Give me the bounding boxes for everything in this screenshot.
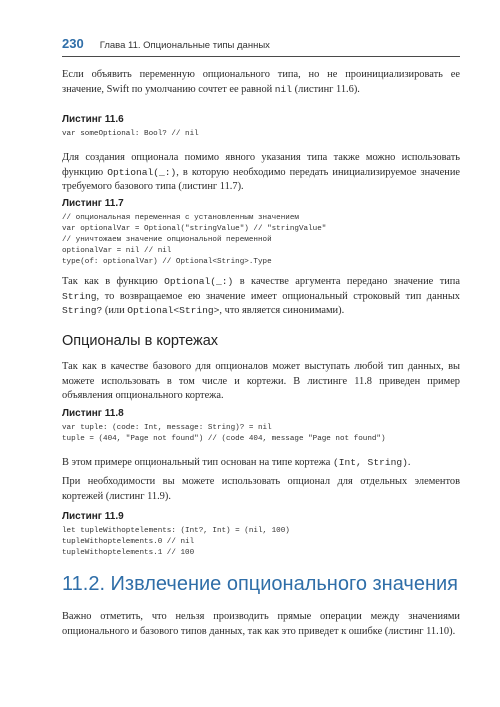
- inline-code: Optional(_:): [107, 166, 177, 178]
- inline-code: (Int, String): [333, 457, 408, 468]
- paragraph-optional-function: [62, 151, 460, 195]
- page-number: 230: [62, 36, 84, 51]
- listing-label: Листинг 11.9: [62, 511, 124, 522]
- inline-code: String: [62, 290, 97, 302]
- running-header: [62, 36, 460, 54]
- text: При необходимости вы можете использовать опционал для отдельных элементов кортежей (листинг 11.9).: [62, 476, 460, 502]
- text: (листинг 11.6).: [292, 83, 360, 95]
- text: В этом примере опциональный тип основан на типе кортежа: [62, 457, 334, 468]
- paragraph-return-type: [62, 275, 460, 319]
- code-listing: let tupleWithoptelements: (Int?, Int) = (nil, 100) tupleWithoptelements.0 // nil tupleWithoptelements.1 // 100: [62, 527, 290, 557]
- listing-label: Листинг 11.7: [62, 198, 124, 209]
- subsection-heading: Опционалы в кортежах: [62, 333, 219, 349]
- section-heading: 11.2. Извлечение опционального значения: [62, 573, 458, 595]
- paragraph-unwrapping: [62, 610, 460, 639]
- header-divider: [62, 56, 460, 57]
- text: , то возвращаемое ею значение имеет опциональный строковый тип данных: [96, 290, 460, 302]
- text: Если объявить переменную опционального типа, но не проинициализировать ее значение, Swift по умолчанию сочтет ее равной: [62, 69, 460, 95]
- paragraph-tuple-example: [62, 456, 460, 471]
- text: в качестве аргумента передано значение типа: [233, 276, 460, 287]
- text: Важно отметить, что нельзя производить прямые операции между значениями опционального и базового типов данных, так как это приведет к ошибке (листинг 11.10).: [62, 611, 460, 637]
- listing-label: Листинг 11.8: [62, 408, 124, 419]
- inline-code: Optional<String>: [127, 305, 220, 316]
- text: Так как в качестве базового для опционалов может выступать любой тип данных, вы можете использовать в том числе и кортежи. В листинге 11.8 приведен пример объявления опционального кортежа.: [62, 361, 460, 401]
- paragraph-uninitialized-optional: [62, 68, 460, 97]
- listing-label: Листинг 11.6: [62, 114, 124, 125]
- text: .: [407, 457, 411, 468]
- chapter-title: Глава 11. Опциональные типы данных: [99, 40, 270, 51]
- paragraph-tuple-elements: [62, 475, 460, 504]
- text: Для создания опционала помимо явного указания типа также можно использовать функцию: [62, 152, 460, 178]
- inline-code: String?: [62, 305, 103, 316]
- paragraph-optional-tuples: [62, 360, 460, 404]
- text: , что является синонимами).: [219, 305, 345, 316]
- inline-code: nil: [274, 83, 293, 95]
- code-listing: var tuple: (code: Int, message: String)? = nil tuple = (404, "Page not found") // (code 404, message "Page not found"): [62, 424, 386, 443]
- inline-code: Optional(_:): [164, 276, 234, 287]
- text: , в которую необходимо передать инициализируемое значение требуемого базового типа (листинг 11.7).: [62, 166, 460, 192]
- text: Так как в функцию: [62, 276, 165, 287]
- text: (или: [102, 305, 128, 316]
- code-listing: var someOptional: Bool? // nil: [62, 130, 199, 138]
- code-listing: // опциональная переменная с установленным значением var optionalVar = Optional("stringValue") // "stringValue" // уничтожаем значение опциональной переменной optionalVar = nil // nil type(of: optionalVar) // Optional<String>.Type: [62, 214, 327, 266]
